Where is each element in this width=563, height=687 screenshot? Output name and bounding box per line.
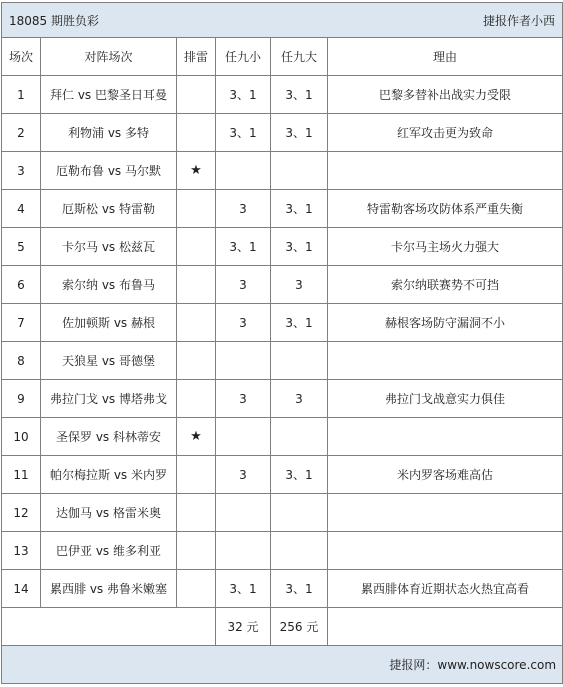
table-row <box>2 114 563 152</box>
reason-text: 巴黎多替补出战实力受限 <box>328 76 563 114</box>
reason-text: 米内罗客场难高估 <box>328 456 563 494</box>
match-no: 3 <box>2 152 41 190</box>
pick-big: 3 <box>271 266 328 304</box>
title-row <box>2 3 563 38</box>
pick-big: 3、1 <box>271 76 328 114</box>
match-no: 9 <box>2 380 41 418</box>
reason-text <box>328 152 563 190</box>
reason-text: 特雷勒客场攻防体系严重失衡 <box>328 190 563 228</box>
match-no: 14 <box>2 570 41 608</box>
pick-small: 3、1 <box>216 570 271 608</box>
match-name: 厄勒布鲁 vs 马尔默 <box>41 152 177 190</box>
pick-small: 3、1 <box>216 114 271 152</box>
match-no: 12 <box>2 494 41 532</box>
totals-blank-reason <box>328 608 563 646</box>
pick-big: 3、1 <box>271 570 328 608</box>
pick-small <box>216 152 271 190</box>
mine-mark <box>177 114 216 152</box>
pick-big: 3、1 <box>271 456 328 494</box>
pick-big <box>271 494 328 532</box>
pick-big <box>271 418 328 456</box>
mine-mark <box>177 76 216 114</box>
totals-blank <box>2 608 216 646</box>
match-no: 7 <box>2 304 41 342</box>
table-row <box>2 532 563 570</box>
pick-small <box>216 532 271 570</box>
pick-big <box>271 152 328 190</box>
pick-big <box>271 342 328 380</box>
pick-big <box>271 532 328 570</box>
pick-small: 3 <box>216 190 271 228</box>
pick-small <box>216 494 271 532</box>
col-header-big: 任九大 <box>271 38 328 76</box>
table-row <box>2 456 563 494</box>
reason-text: 赫根客场防守漏洞不小 <box>328 304 563 342</box>
col-header-no: 场次 <box>2 38 41 76</box>
prediction-sheet <box>1 2 562 684</box>
mine-mark <box>177 380 216 418</box>
mine-mark <box>177 570 216 608</box>
header-row <box>2 38 563 76</box>
reason-text: 卡尔马主场火力强大 <box>328 228 563 266</box>
match-no: 5 <box>2 228 41 266</box>
col-header-mine: 排雷 <box>177 38 216 76</box>
match-no: 8 <box>2 342 41 380</box>
reason-text: 弗拉门戈战意实力俱佳 <box>328 380 563 418</box>
match-name: 累西腓 vs 弗鲁米嫩塞 <box>41 570 177 608</box>
match-no: 6 <box>2 266 41 304</box>
mine-mark <box>177 228 216 266</box>
reason-text: 索尔纳联赛势不可挡 <box>328 266 563 304</box>
mine-mark <box>177 266 216 304</box>
match-name: 巴伊亚 vs 维多利亚 <box>41 532 177 570</box>
match-no: 2 <box>2 114 41 152</box>
table-row <box>2 380 563 418</box>
table-row <box>2 304 563 342</box>
pick-big: 3、1 <box>271 304 328 342</box>
pick-big: 3 <box>271 380 328 418</box>
mine-mark <box>177 532 216 570</box>
match-name: 索尔纳 vs 布鲁马 <box>41 266 177 304</box>
mine-mark <box>177 304 216 342</box>
mine-mark <box>177 494 216 532</box>
reason-text <box>328 342 563 380</box>
table-row <box>2 76 563 114</box>
table-row <box>2 342 563 380</box>
pick-small <box>216 418 271 456</box>
prediction-table <box>1 2 563 684</box>
match-no: 11 <box>2 456 41 494</box>
mine-mark <box>177 190 216 228</box>
pick-small: 3、1 <box>216 76 271 114</box>
author-label: 捷报作者小西 <box>216 3 563 38</box>
match-name: 佐加顿斯 vs 赫根 <box>41 304 177 342</box>
match-name: 天狼星 vs 哥德堡 <box>41 342 177 380</box>
col-header-small: 任九小 <box>216 38 271 76</box>
match-no: 4 <box>2 190 41 228</box>
match-name: 利物浦 vs 多特 <box>41 114 177 152</box>
match-name: 帕尔梅拉斯 vs 米内罗 <box>41 456 177 494</box>
pick-big: 3、1 <box>271 114 328 152</box>
pick-big: 3、1 <box>271 190 328 228</box>
match-no: 10 <box>2 418 41 456</box>
match-name: 拜仁 vs 巴黎圣日耳曼 <box>41 76 177 114</box>
pick-small: 3 <box>216 456 271 494</box>
mine-mark <box>177 456 216 494</box>
reason-text <box>328 532 563 570</box>
table-row <box>2 418 563 456</box>
pick-small <box>216 342 271 380</box>
table-row <box>2 228 563 266</box>
table-row <box>2 570 563 608</box>
issue-title: 18085 期胜负彩 <box>2 3 216 38</box>
table-row <box>2 494 563 532</box>
footer-text: 捷报网：www.nowscore.com <box>2 646 563 684</box>
pick-small: 3 <box>216 304 271 342</box>
mine-mark: ★ <box>177 152 216 190</box>
mine-mark <box>177 342 216 380</box>
totals-row <box>2 608 563 646</box>
reason-text: 红军攻击更为致命 <box>328 114 563 152</box>
total-big: 256 元 <box>271 608 328 646</box>
pick-small: 3、1 <box>216 228 271 266</box>
total-small: 32 元 <box>216 608 271 646</box>
match-name: 圣保罗 vs 科林蒂安 <box>41 418 177 456</box>
pick-big: 3、1 <box>271 228 328 266</box>
reason-text <box>328 418 563 456</box>
mine-mark: ★ <box>177 418 216 456</box>
match-no: 13 <box>2 532 41 570</box>
match-name: 达伽马 vs 格雷米奥 <box>41 494 177 532</box>
reason-text <box>328 494 563 532</box>
reason-text: 累西腓体育近期状态火热宜高看 <box>328 570 563 608</box>
table-row <box>2 266 563 304</box>
table-row <box>2 190 563 228</box>
match-name: 弗拉门戈 vs 博塔弗戈 <box>41 380 177 418</box>
col-header-match: 对阵场次 <box>41 38 177 76</box>
match-name: 卡尔马 vs 松兹瓦 <box>41 228 177 266</box>
pick-small: 3 <box>216 266 271 304</box>
match-no: 1 <box>2 76 41 114</box>
table-row <box>2 152 563 190</box>
col-header-reason: 理由 <box>328 38 563 76</box>
match-name: 厄斯松 vs 特雷勒 <box>41 190 177 228</box>
footer-row <box>2 646 563 684</box>
pick-small: 3 <box>216 380 271 418</box>
